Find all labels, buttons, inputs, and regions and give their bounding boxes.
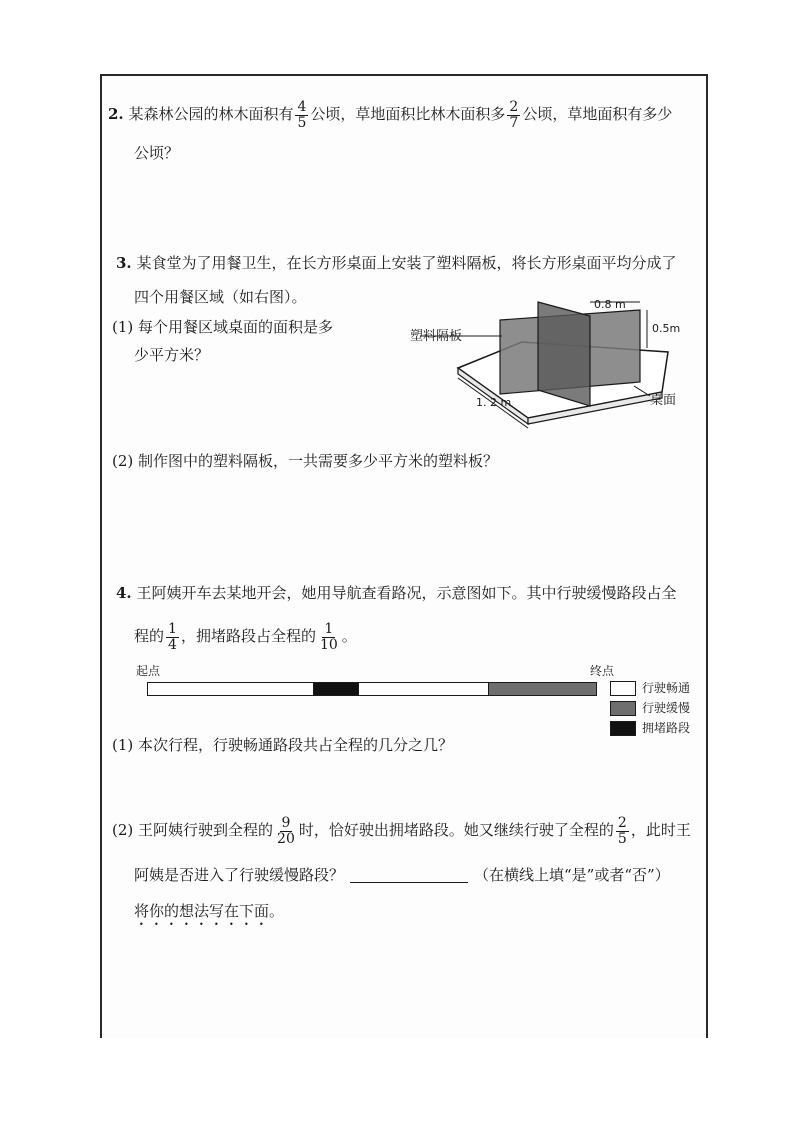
label-height: 0.5m xyxy=(652,322,681,335)
q2-line2: 公顷？ xyxy=(134,144,180,162)
label-table: 桌面 xyxy=(650,393,677,408)
q2-fraction-1: $\frac{4}{5}$ xyxy=(297,99,307,131)
q2-fraction-2: $\frac{2}{7}$ xyxy=(509,99,519,131)
q3-part2 xyxy=(112,454,498,469)
q4-part2-question: 阿姨是否进入了行驶缓慢路段？ xyxy=(134,866,345,884)
q4-part2-text-b: 时，恰好驶出拥堵路段。她又继续行驶了全程的 xyxy=(298,821,614,840)
q3-line2: 四个用餐区域（如右图）。 xyxy=(134,288,307,306)
road-segment-smooth xyxy=(148,683,313,695)
q3-part2-label: (2) xyxy=(112,452,134,470)
q4-part2-text-c: ，此时王 xyxy=(630,821,691,840)
q2-number: 2. xyxy=(108,105,124,124)
partition-short xyxy=(538,302,590,406)
legend-label: 拥堵路段 xyxy=(642,721,691,735)
road-segment-slow xyxy=(488,683,596,695)
q4-text-a: 程的 xyxy=(134,627,165,646)
q3-part2-text: 制作图中的塑料隔板，一共需要多少平方米的塑料板？ xyxy=(138,452,499,470)
q4-line1 xyxy=(116,586,676,601)
q3-part1-line1 xyxy=(112,320,333,335)
q4-part2-hint: （在横线上填“是”或者“否”） xyxy=(474,866,670,884)
legend-label: 行驶缓慢 xyxy=(642,701,691,715)
q4-text-b: ，拥堵路段占全程的 xyxy=(180,627,316,646)
q2-text-b: 公顷，草地面积比林木面积多 xyxy=(310,105,506,124)
q2-text-c: 公顷，草地面积有多少 xyxy=(522,105,673,124)
answer-blank[interactable] xyxy=(350,868,468,883)
partition-figure xyxy=(410,290,700,440)
label-length: 1. 2 m xyxy=(476,396,512,409)
q4-text-line1: 王阿姨开车去某地开会，她用导航查看路况，示意图如下。其中行驶缓慢路段占全 xyxy=(136,584,677,602)
road-segment-jam xyxy=(313,683,359,695)
q3-line1 xyxy=(116,256,676,271)
q4-part2-fraction-1: $\frac{9}{20}$ xyxy=(277,815,295,847)
q4-text-c: 。 xyxy=(341,627,357,646)
q4-part2-text-a: 王阿姨行驶到全程的 xyxy=(138,821,274,840)
legend-swatch xyxy=(610,701,636,716)
q3-part1-label: (1) xyxy=(112,318,134,336)
road-end-label: 终点 xyxy=(590,664,615,678)
legend-swatch xyxy=(610,681,636,696)
q4-part1-text: 本次行程，行驶畅通路段共占全程的几分之几？ xyxy=(138,736,454,754)
q4-fraction-2: $\frac{1}{10}$ xyxy=(319,621,338,653)
label-board: 塑料隔板 xyxy=(410,329,463,344)
q4-part1-label: (1) xyxy=(112,736,134,754)
road-bar xyxy=(147,682,597,696)
q3-part1-text: 每个用餐区域桌面的面积是多 xyxy=(138,318,334,336)
q4-part1 xyxy=(112,738,453,753)
q4-part2-line1 xyxy=(112,816,691,846)
q2-text-a: 某森林公园的林木面积有 xyxy=(128,105,294,124)
q4-part2-label: (2) xyxy=(112,821,134,840)
road-segment-smooth xyxy=(358,683,488,695)
q3-part1-line2: 少平方米？ xyxy=(134,346,210,364)
q4-part2-line3: 将你的想法写在下面。 xyxy=(134,902,285,920)
legend-label: 行驶畅通 xyxy=(642,681,691,695)
q4-part2-fraction-2: $\frac{2}{5}$ xyxy=(617,815,627,847)
q3-text-line1: 某食堂为了用餐卫生，在长方形桌面上安装了塑料隔板，将长方形桌面平均分成了 xyxy=(136,254,677,272)
q4-part2-line2 xyxy=(134,868,670,883)
q2-line1 xyxy=(108,100,672,130)
road-start-label: 起点 xyxy=(136,664,161,678)
q4-number: 4. xyxy=(116,584,132,602)
q4-line2 xyxy=(134,622,357,652)
label-width: 0.8 m xyxy=(594,298,626,311)
worksheet-page xyxy=(100,74,708,1038)
legend-swatch xyxy=(610,721,636,736)
q4-fraction-1: $\frac{1}{4}$ xyxy=(168,621,177,653)
q3-number: 3. xyxy=(116,254,132,272)
